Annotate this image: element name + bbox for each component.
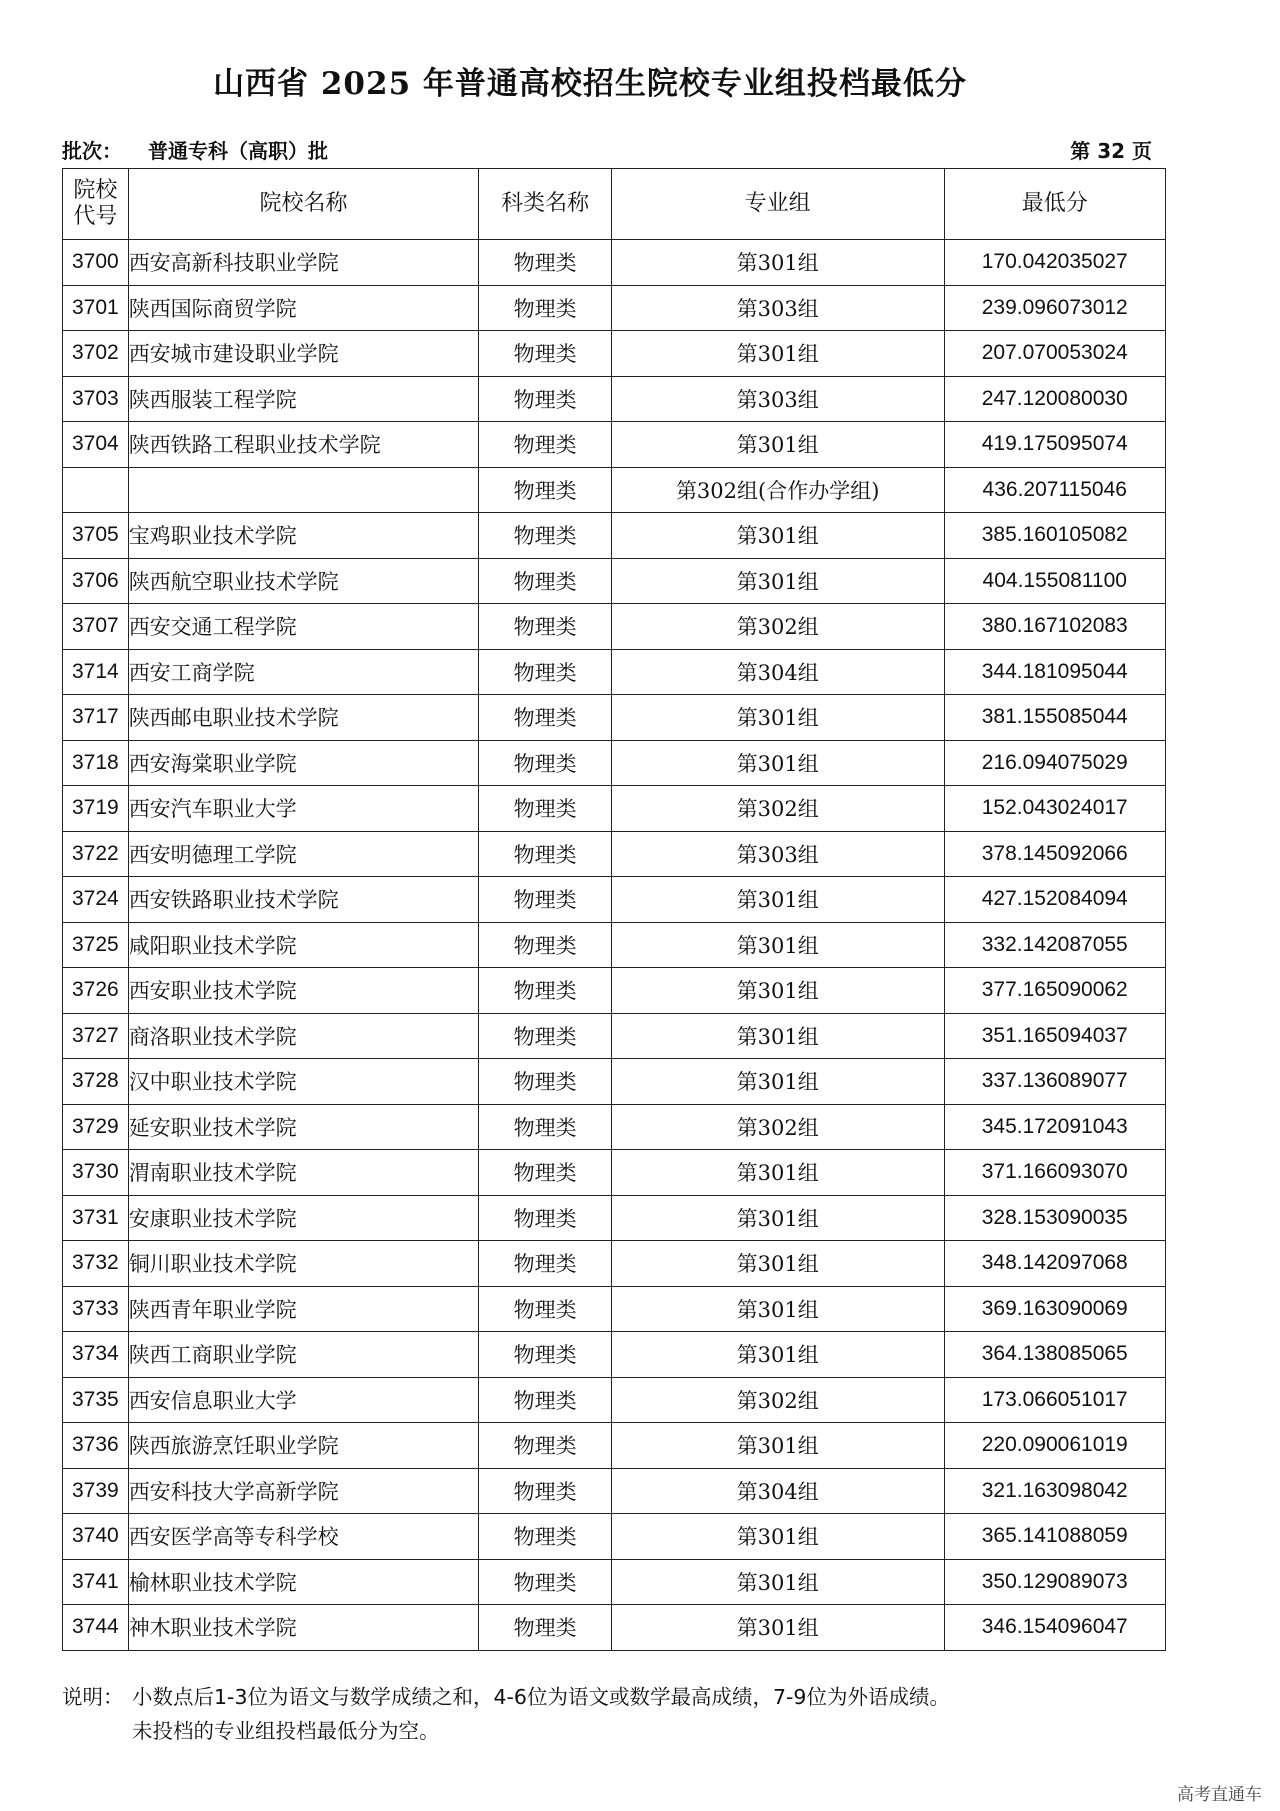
cell-code: 3733 — [63, 1286, 129, 1332]
table-row — [63, 558, 1166, 604]
cell-group: 第302组 — [611, 604, 944, 650]
notes — [62, 1680, 950, 1748]
cell-group: 第304组 — [611, 1468, 944, 1514]
cell-code: 3727 — [63, 1013, 129, 1059]
table-row — [63, 831, 1166, 877]
cell-group: 第301组 — [611, 422, 944, 468]
table-row — [63, 1377, 1166, 1423]
cell-group: 第301组 — [611, 740, 944, 786]
cell-name: 西安城市建设职业学院 — [128, 331, 479, 377]
cell-subject: 物理类 — [479, 1286, 611, 1332]
cell-group: 第301组 — [611, 1605, 944, 1651]
cell-subject: 物理类 — [479, 422, 611, 468]
cell-code: 3730 — [63, 1150, 129, 1196]
cell-group: 第301组 — [611, 1150, 944, 1196]
cell-score: 152.043024017 — [944, 786, 1165, 832]
table-row — [63, 1559, 1166, 1605]
table-row — [63, 922, 1166, 968]
cell-score: 378.145092066 — [944, 831, 1165, 877]
cell-code: 3707 — [63, 604, 129, 650]
cell-name: 西安信息职业大学 — [128, 1377, 479, 1423]
cell-subject: 物理类 — [479, 695, 611, 741]
cell-name: 陕西工商职业学院 — [128, 1332, 479, 1378]
col-header-group: 专业组 — [611, 169, 944, 240]
cell-code: 3736 — [63, 1423, 129, 1469]
table-row — [63, 649, 1166, 695]
cell-name: 西安海棠职业学院 — [128, 740, 479, 786]
cell-score: 346.154096047 — [944, 1605, 1165, 1651]
cell-name: 陕西国际商贸学院 — [128, 285, 479, 331]
batch-label: 批次： — [62, 139, 122, 163]
cell-subject: 物理类 — [479, 604, 611, 650]
cell-group: 第303组 — [611, 376, 944, 422]
cell-name: 宝鸡职业技术学院 — [128, 513, 479, 559]
cell-name: 西安职业技术学院 — [128, 968, 479, 1014]
cell-group: 第301组 — [611, 1195, 944, 1241]
cell-subject: 物理类 — [479, 1195, 611, 1241]
cell-score: 220.090061019 — [944, 1423, 1165, 1469]
cell-score: 348.142097068 — [944, 1241, 1165, 1287]
cell-subject: 物理类 — [479, 513, 611, 559]
table-row — [63, 1013, 1166, 1059]
table-row — [63, 376, 1166, 422]
cell-subject: 物理类 — [479, 1514, 611, 1560]
cell-name: 陕西旅游烹饪职业学院 — [128, 1423, 479, 1469]
cell-group: 第304组 — [611, 649, 944, 695]
cell-name: 西安科技大学高新学院 — [128, 1468, 479, 1514]
table-row — [63, 1605, 1166, 1651]
cell-code: 3718 — [63, 740, 129, 786]
cell-code: 3734 — [63, 1332, 129, 1378]
cell-score: 344.181095044 — [944, 649, 1165, 695]
cell-code: 3732 — [63, 1241, 129, 1287]
cell-code: 3725 — [63, 922, 129, 968]
cell-code: 3719 — [63, 786, 129, 832]
cell-subject: 物理类 — [479, 1150, 611, 1196]
cell-score: 365.141088059 — [944, 1514, 1165, 1560]
cell-name: 陕西航空职业技术学院 — [128, 558, 479, 604]
cell-group: 第302组(合作办学组) — [611, 467, 944, 513]
cell-code: 3706 — [63, 558, 129, 604]
table-row — [63, 285, 1166, 331]
cell-subject: 物理类 — [479, 649, 611, 695]
cell-subject: 物理类 — [479, 831, 611, 877]
cell-score: 239.096073012 — [944, 285, 1165, 331]
cell-score: 436.207115046 — [944, 467, 1165, 513]
cell-group: 第302组 — [611, 786, 944, 832]
cell-group: 第301组 — [611, 558, 944, 604]
cell-group: 第303组 — [611, 831, 944, 877]
table-row — [63, 1423, 1166, 1469]
cell-name: 延安职业技术学院 — [128, 1104, 479, 1150]
cell-code: 3705 — [63, 513, 129, 559]
cell-code: 3741 — [63, 1559, 129, 1605]
cell-name: 铜川职业技术学院 — [128, 1241, 479, 1287]
cell-score: 170.042035027 — [944, 240, 1165, 286]
cell-score: 173.066051017 — [944, 1377, 1165, 1423]
cell-group: 第301组 — [611, 1286, 944, 1332]
table-row — [63, 1104, 1166, 1150]
cell-score: 337.136089077 — [944, 1059, 1165, 1105]
cell-score: 364.138085065 — [944, 1332, 1165, 1378]
cell-score: 377.165090062 — [944, 968, 1165, 1014]
notes-label: 说明： — [62, 1685, 124, 1709]
cell-code: 3701 — [63, 285, 129, 331]
cell-group: 第301组 — [611, 922, 944, 968]
cell-subject: 物理类 — [479, 1241, 611, 1287]
table-row — [63, 1059, 1166, 1105]
cell-name: 咸阳职业技术学院 — [128, 922, 479, 968]
table-row — [63, 467, 1166, 513]
cell-group: 第301组 — [611, 1332, 944, 1378]
cell-group: 第301组 — [611, 968, 944, 1014]
cell-score: 427.152084094 — [944, 877, 1165, 923]
cell-subject: 物理类 — [479, 1059, 611, 1105]
cell-score: 321.163098042 — [944, 1468, 1165, 1514]
table-row — [63, 604, 1166, 650]
cell-code: 3703 — [63, 376, 129, 422]
cell-group: 第301组 — [611, 877, 944, 923]
notes-line-2: 未投档的专业组投档最低分为空。 — [132, 1719, 440, 1743]
cell-code: 3726 — [63, 968, 129, 1014]
table-row — [63, 1241, 1166, 1287]
table-row — [63, 1514, 1166, 1560]
cell-name: 西安汽车职业大学 — [128, 786, 479, 832]
cell-subject: 物理类 — [479, 1377, 611, 1423]
notes-line-1: 小数点后1-3位为语文与数学成绩之和，4-6位为语文或数学最高成绩，7-9位为外语成绩。 — [132, 1685, 950, 1709]
cell-score: 380.167102083 — [944, 604, 1165, 650]
cell-score: 419.175095074 — [944, 422, 1165, 468]
cell-name: 西安医学高等专科学校 — [128, 1514, 479, 1560]
cell-group: 第303组 — [611, 285, 944, 331]
score-table — [62, 168, 1166, 1651]
cell-subject: 物理类 — [479, 558, 611, 604]
table-row — [63, 877, 1166, 923]
cell-score: 371.166093070 — [944, 1150, 1165, 1196]
cell-group: 第301组 — [611, 1241, 944, 1287]
cell-name: 西安高新科技职业学院 — [128, 240, 479, 286]
table-row — [63, 240, 1166, 286]
cell-name — [128, 467, 479, 513]
cell-score: 385.160105082 — [944, 513, 1165, 559]
cell-subject: 物理类 — [479, 786, 611, 832]
cell-group: 第302组 — [611, 1377, 944, 1423]
col-header-score: 最低分 — [944, 169, 1165, 240]
batch-line — [62, 135, 328, 164]
table-row — [63, 740, 1166, 786]
cell-group: 第302组 — [611, 1104, 944, 1150]
cell-group: 第301组 — [611, 695, 944, 741]
cell-subject: 物理类 — [479, 331, 611, 377]
table-row — [63, 968, 1166, 1014]
cell-subject: 物理类 — [479, 1423, 611, 1469]
cell-code: 3702 — [63, 331, 129, 377]
cell-subject: 物理类 — [479, 1013, 611, 1059]
table-row — [63, 1468, 1166, 1514]
table-row — [63, 1286, 1166, 1332]
cell-score: 247.120080030 — [944, 376, 1165, 422]
cell-group: 第301组 — [611, 240, 944, 286]
cell-score: 216.094075029 — [944, 740, 1165, 786]
cell-code: 3722 — [63, 831, 129, 877]
cell-subject: 物理类 — [479, 968, 611, 1014]
cell-subject: 物理类 — [479, 376, 611, 422]
cell-code: 3739 — [63, 1468, 129, 1514]
cell-score: 381.155085044 — [944, 695, 1165, 741]
cell-group: 第301组 — [611, 331, 944, 377]
cell-name: 安康职业技术学院 — [128, 1195, 479, 1241]
col-header-subject: 科类名称 — [479, 169, 611, 240]
col-header-name: 院校名称 — [128, 169, 479, 240]
cell-group: 第301组 — [611, 513, 944, 559]
table-row — [63, 331, 1166, 377]
cell-score: 404.155081100 — [944, 558, 1165, 604]
cell-code: 3717 — [63, 695, 129, 741]
cell-code: 3728 — [63, 1059, 129, 1105]
cell-name: 神木职业技术学院 — [128, 1605, 479, 1651]
cell-subject: 物理类 — [479, 877, 611, 923]
table-row — [63, 513, 1166, 559]
cell-score: 332.142087055 — [944, 922, 1165, 968]
cell-name: 西安铁路职业技术学院 — [128, 877, 479, 923]
page-number: 第 32 页 — [1070, 139, 1152, 163]
cell-subject: 物理类 — [479, 240, 611, 286]
batch-value: 普通专科（高职）批 — [148, 139, 328, 163]
cell-score: 328.153090035 — [944, 1195, 1165, 1241]
cell-group: 第301组 — [611, 1423, 944, 1469]
cell-subject: 物理类 — [479, 740, 611, 786]
cell-group: 第301组 — [611, 1059, 944, 1105]
table-row — [63, 1332, 1166, 1378]
table-header-row — [63, 169, 1166, 240]
cell-code: 3724 — [63, 877, 129, 923]
cell-score: 369.163090069 — [944, 1286, 1165, 1332]
cell-group: 第301组 — [611, 1514, 944, 1560]
table-row — [63, 786, 1166, 832]
cell-name: 渭南职业技术学院 — [128, 1150, 479, 1196]
cell-subject: 物理类 — [479, 285, 611, 331]
cell-code: 3744 — [63, 1605, 129, 1651]
cell-subject: 物理类 — [479, 1559, 611, 1605]
cell-group: 第301组 — [611, 1013, 944, 1059]
cell-subject: 物理类 — [479, 922, 611, 968]
cell-name: 榆林职业技术学院 — [128, 1559, 479, 1605]
cell-name: 西安明德理工学院 — [128, 831, 479, 877]
cell-code: 3735 — [63, 1377, 129, 1423]
cell-name: 陕西邮电职业技术学院 — [128, 695, 479, 741]
table-row — [63, 1195, 1166, 1241]
cell-subject: 物理类 — [479, 1605, 611, 1651]
cell-code: 3740 — [63, 1514, 129, 1560]
cell-name: 商洛职业技术学院 — [128, 1013, 479, 1059]
cell-subject: 物理类 — [479, 1104, 611, 1150]
cell-name: 陕西青年职业学院 — [128, 1286, 479, 1332]
cell-name: 西安交通工程学院 — [128, 604, 479, 650]
col-header-code: 院校 代号 — [63, 169, 129, 240]
table-row — [63, 422, 1166, 468]
page-title: 山西省 2025 年普通高校招生院校专业组投档最低分 — [213, 66, 967, 102]
watermark: 高考直通车 — [1177, 1785, 1262, 1805]
cell-score: 345.172091043 — [944, 1104, 1165, 1150]
cell-name: 西安工商学院 — [128, 649, 479, 695]
cell-code: 3700 — [63, 240, 129, 286]
cell-name: 陕西服装工程学院 — [128, 376, 479, 422]
cell-subject: 物理类 — [479, 1468, 611, 1514]
cell-score: 351.165094037 — [944, 1013, 1165, 1059]
cell-code: 3714 — [63, 649, 129, 695]
table-row — [63, 1150, 1166, 1196]
cell-name: 陕西铁路工程职业技术学院 — [128, 422, 479, 468]
cell-score: 207.070053024 — [944, 331, 1165, 377]
table-row — [63, 695, 1166, 741]
cell-subject: 物理类 — [479, 467, 611, 513]
cell-subject: 物理类 — [479, 1332, 611, 1378]
cell-code — [63, 467, 129, 513]
cell-code: 3729 — [63, 1104, 129, 1150]
cell-name: 汉中职业技术学院 — [128, 1059, 479, 1105]
cell-code: 3731 — [63, 1195, 129, 1241]
cell-group: 第301组 — [611, 1559, 944, 1605]
cell-score: 350.129089073 — [944, 1559, 1165, 1605]
cell-code: 3704 — [63, 422, 129, 468]
